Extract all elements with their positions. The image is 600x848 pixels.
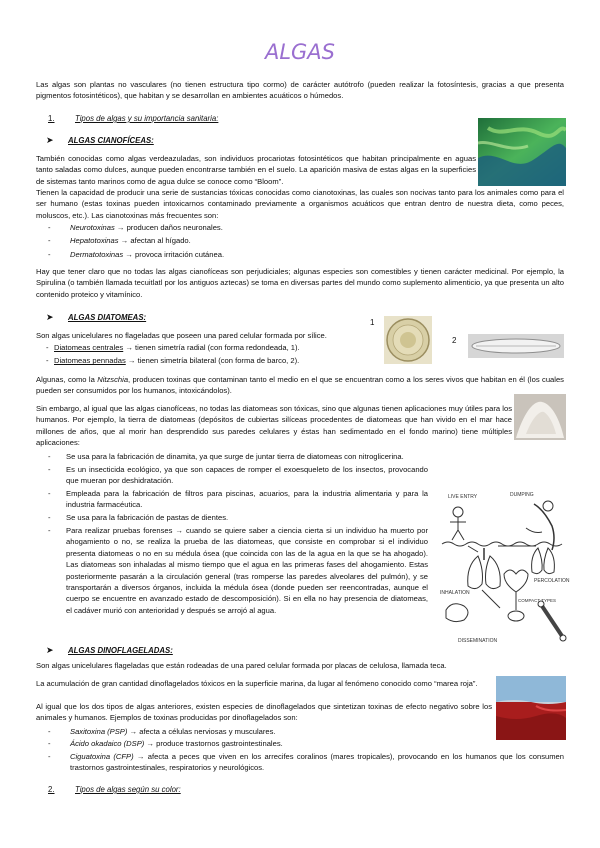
drowning-diatom-diagram xyxy=(438,486,570,646)
list-item: - Empleada para la fabricación de filtros para piscinas, acuarios, para la industria alimentaria y para la industria farmacéutica. xyxy=(48,489,428,510)
diatomaceous-earth-photo xyxy=(514,394,566,440)
diat-paragraph-2: Algunas, como la Nitzschia, producen toxinas que contaminan tanto el medio en el que se encuentran como a los seres vivos que habitan en él (los cuales pueden ser consumidos por los humanos, intoxicándolos). xyxy=(36,375,564,396)
figure-2-label: 2 xyxy=(452,336,457,345)
diat-paragraph-3: Sin embargo, al igual que las algas cianofíceas, no todas las diatomeas son tóxicas, sino que algunas tienen aplicaciones muy útiles para los humanos. Por ejemplo, la tierra de diatomeas (depósitos de cubiertas silíceas procedentes de diatomeas que han vivido en el mar hace millones de años, que al morir han desprendido sus paredes celulares y éstas han sedimentado en el fondo marino) tiene múltiples aplicaciones: xyxy=(36,404,512,448)
section-1-title: Tipos de algas y su importancia sanitaria: xyxy=(75,114,219,123)
figure-1-label: 1 xyxy=(370,318,375,327)
cian-paragraph-2: Tienen la capacidad de producir una serie de sustancias tóxicas conocidas como cianotoxinas, las cuales son nocivas tanto para los animales como para el ser humano (estas toxinas pueden intoxicarnos contaminado previamente a organismos acuáticos que entran dentro de nuestra dieta, como peces, moluscos, etc.). Las cianotoxinas más frecuentes son: xyxy=(36,188,564,220)
list-item: - Hepatotoxinas → afectan al hígado. xyxy=(48,236,191,246)
list-item: - Neurotoxinas → producen daños neuronales. xyxy=(48,223,223,232)
cian-paragraph-3: Hay que tener claro que no todas las algas cianofíceas son perjudiciales; algunas especies son comestibles y tienen carácter medicinal. Por ejemplo, la Spirulina (o también llamada tecuitlatl por los antiguos aztecas) se toma en diversas partes del mundo como suplemento alimenticio, ya que presenta un alto contenido proteico y vitamínico. xyxy=(36,267,564,299)
cian-paragraph-1: También conocidas como algas verdeazuladas, son individuos procariotas fotosintéticos que habitan principalmente en aguas tanto saladas como dulces, aunque pueden encontrarse también en el suelo. La aparición masiva de estas algas en la superficies de sistemas tanto marinos como de agua dulce se conoce como “Bloom”. xyxy=(36,154,476,186)
diat-heading: ALGAS DIATOMEAS: xyxy=(68,313,147,322)
list-item: - Se usa para la fabricación de dinamita, ya que surge de juntar tierra de diatomeas con nitroglicerina. xyxy=(48,452,404,461)
pennate-diatom-photo xyxy=(468,334,564,358)
arrow-bullet-icon: ➤ xyxy=(46,645,54,655)
list-item: - Ciguatoxina (CFP) → afecta a peces que viven en los arrecifes coralinos (mares tropicales), provocando en los humanos que los consumen trastornos gastrointestinales, respiratorios y neurológicos. xyxy=(48,751,564,773)
section-2-title: Tipos de algas según su color: xyxy=(75,785,181,794)
diat-application-list xyxy=(48,451,428,618)
diagram-label: DISSEMINATION xyxy=(458,638,498,644)
list-item: - Es un insecticida ecológico, ya que son capaces de romper el exoesqueleto de los insectos, provocando que mueran por deshidratación. xyxy=(48,464,428,486)
dino-toxin-list xyxy=(48,726,564,774)
diagram-label: INHALATION xyxy=(440,590,470,596)
dino-paragraph-1: Son algas unicelulares flageladas que están rodeadas de una pared celular formada por placas de celulosa, llamada teca. xyxy=(36,661,447,670)
cian-heading: ALGAS CIANOFÍCEAS: xyxy=(68,136,154,145)
diat-paragraph-1: Son algas unicelulares no flageladas que poseen una pared celular formada por sílice. xyxy=(36,331,327,340)
section-1-number: 1. xyxy=(48,114,55,123)
list-item: - Dermatotoxinas → provoca irritación cutánea. xyxy=(48,249,225,259)
diagram-label: LIVE ENTRY xyxy=(448,494,478,500)
algae-bloom-photo xyxy=(478,118,566,186)
intro-paragraph: Las algas son plantas no vasculares (no tienen estructura tipo cormo) de carácter autótrofo (pueden realizar la fotosíntesis, gracias a que presenta pigmentos fotosintéticos), que habitan y se desarrollan en ambientes acuáticos o húmedos. xyxy=(36,80,564,101)
arrow-bullet-icon: ➤ xyxy=(46,312,54,322)
list-item: - Diatomeas centrales → tienen simetría radial (con forma redondeada, 1). xyxy=(46,343,300,352)
dino-paragraph-2: La acumulación de gran cantidad dinoflagelados tóxicos en la superficie marina, da lugar al fenómeno conocido como “marea roja”. xyxy=(36,679,478,688)
diagram-label: DUMPING xyxy=(510,492,534,498)
diat-type-list xyxy=(46,342,366,367)
page-title: ALGAS xyxy=(264,40,336,64)
diagram-label: PERCOLATION xyxy=(534,578,570,584)
list-item: - Ácido okadaico (DSP) → produce trastornos gastrointestinales. xyxy=(48,739,283,749)
cian-toxin-list xyxy=(48,222,548,260)
diagram-label: COMPACT TYPES xyxy=(518,598,557,603)
list-item: - Se usa para la fabricación de pastas de dientes. xyxy=(48,513,229,523)
list-item: - Saxitoxina (PSP) → afecta a células nerviosas y musculares. xyxy=(48,727,276,736)
list-item: - Para realizar pruebas forenses → cuando se quiere saber a ciencia cierta si un individuo ha muerto por ahogamiento o no, se realiza la prueba de las diatomeas, que consiste en comprobar si el individuo presenta diatomeas o no en su médula ósea (que coincida con las de la agua en la que se ha ahogado). Las diatomeas son inhaladas al mismo tiempo que el agua en las primeras fases del ahogamiento. Estas posteriormente pasarán a la circulación general (tras romperse las paredes alveolares del pulmón), y se transportarán a diversos órganos, incluida la médula ósea (donde pueden ser reencontradas, aunque el cuerpo se encuentre en avanzado estado de descomposición). Si en ella no hay presencia de diatomeas, el cadáver murió con anterioridad y después se arrojó al agua. xyxy=(48,526,428,615)
centric-diatom-photo xyxy=(384,316,432,364)
list-item: - Diatomeas pennadas → tienen simetría bilateral (con forma de barco, 2). xyxy=(46,356,300,366)
arrow-bullet-icon: ➤ xyxy=(46,135,54,145)
dino-paragraph-3: Al igual que los dos tipos de algas anteriores, existen especies de dinoflagelados que sintetizan toxinas de efecto negativo sobre los animales y humanos. Ejemplos de toxinas producidas por dinoflagelados son: xyxy=(36,702,492,723)
dino-heading: ALGAS DINOFLAGELADAS: xyxy=(68,646,173,655)
section-2-number: 2. xyxy=(48,785,55,794)
